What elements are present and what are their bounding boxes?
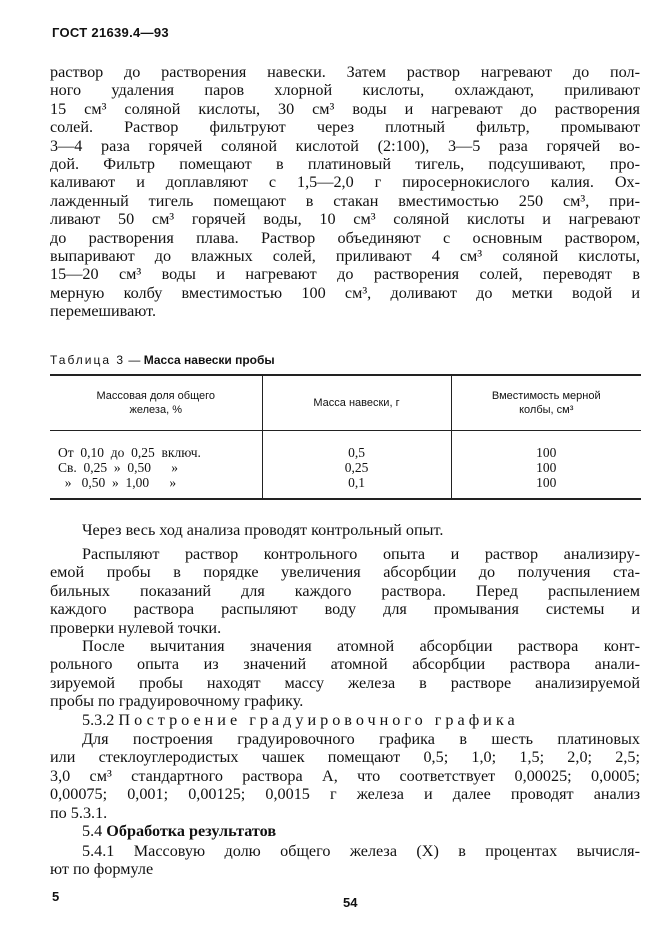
text-line: бильных показаний для каждого раствора. Перед распылением [50,581,640,600]
table-body-row [50,431,641,500]
table-cell-mass [262,431,451,500]
table-cell-volume [451,431,641,500]
table-caption-label: Таблица 3 [50,353,126,367]
table-header-cell: Вместимость мерной колбы, см³ [451,375,641,431]
table-cell-value: » 0,50 » 1,00 » [58,475,177,490]
text-line: перемешивают. [50,302,157,321]
text-line: 15—20 см³ воды и нагревают до растворения солей, переводят в [50,265,640,284]
text-line: лажденный тигель помещают в стакан вместимостью 250 см³, при- [50,191,640,210]
text-line: Через весь ход анализа проводят контрольный опыт. [82,521,444,539]
table-cell-value: 0,1 [348,475,365,490]
text-line: пробы по градуировочному графику. [50,692,304,711]
text-line: проверки нулевой точки. [50,618,222,637]
text-line: Распыляют раствор контрольного опыта и раствор анализиру- [82,545,640,563]
section-title: Построение градуировочного графика [118,711,519,729]
text-line: каждого раствора распыляют воду для промывания системы и [50,600,640,619]
table-caption [50,353,275,367]
table-cell-value: 100 [536,445,557,460]
section-5-4-heading [50,822,640,840]
subtract-paragraph [50,637,640,711]
page-number: 54 [343,895,358,910]
text-line: зируемой пробы находят массу железа в растворе анализируемой [50,673,640,692]
top-paragraph [50,63,640,321]
table-caption-title: Масса навески пробы [143,353,275,367]
table-cell-value: 100 [536,460,557,475]
text-line: 5.4.1 Массовую долю общего железа (X) в процентах вычисля- [82,842,640,860]
text-line: мерную колбу вместимостью 100 см³, доливают до метки водой и [50,283,640,302]
table-cell-value: 0,25 [344,460,369,475]
text-line: раствор до растворения навески. Затем раствор нагревают до пол- [50,63,640,81]
text-line: до растворения плава. Раствор объединяют с основным раствором, [50,228,640,247]
footer-left-number: 5 [52,889,60,904]
standard-header: ГОСТ 21639.4—93 [52,25,169,40]
text-line: 3,0 см³ стандартного раствора А, что соответствует 0,00025; 0,0005; [50,766,640,785]
text-line: емой пробы в порядке увеличения абсорбции до получения ста- [50,563,640,582]
section-number: 5.3.2 [82,711,115,729]
text-line: по 5.3.1. [50,803,108,822]
table-header-cell: Массовая доля общего железа, % [50,375,262,431]
text-line: дой. Фильтр помещают в платиновый тигель, подсушивают, про- [50,155,640,174]
text-line: ного удаления паров хлорной кислоты, охлаждают, приливают [50,81,640,100]
text-line: ливают 50 см³ горячей воды, 10 см³ соляной кислоты и нагревают [50,210,640,229]
table-cell-value: От 0,10 до 0,25 включ. [58,445,201,460]
text-line: Для построения градуировочного графика в шесть платиновых [82,730,640,748]
spray-paragraph [50,545,640,637]
text-line: 0,00075; 0,001; 0,00125; 0,0015 г железа и далее проводят анализ [50,785,640,804]
text-line: солей. Раствор фильтруют через плотный фильтр, промывают [50,118,640,137]
section-5-3-2-heading [50,711,640,729]
text-line: После вычитания значения атомной абсорбции раствора конт- [82,637,640,655]
text-line: рольного опыта из значений атомной абсорбции раствора анали- [50,655,640,674]
table-header-cell: Масса навески, г [262,375,451,431]
table-cell-value: 100 [536,475,557,490]
section-title: Обработка результатов [106,822,277,840]
text-line: выпаривают до влажных солей, приливают 4 см³ соляной кислоты, [50,247,640,266]
section-number: 5.4 [82,822,103,840]
text-line: каливают и доплавляют с 1,5—2,0 г пиросернокислого калия. Ох- [50,173,640,192]
table-cell-value: Св. 0,25 » 0,50 » [58,460,179,475]
table-cell-value: 0,5 [348,445,365,460]
text-line: 15 см³ соляной кислоты, 30 см³ воды и нагревают до растворения [50,99,640,118]
table-caption-dash: — [125,353,144,367]
control-paragraph [50,521,640,539]
table-cell-range [50,431,262,500]
sample-mass-table [50,374,641,500]
text-line: 3—4 раза горячей соляной кислотой (2:100), 3—5 раза горячей во- [50,136,640,155]
text-line: или стеклоуглеродистых чашек помещают 0,5; 1,0; 1,5; 2,0; 2,5; [50,748,640,767]
text-line: ют по формуле [50,860,154,879]
graph-paragraph [50,730,640,822]
section-5-4-1-paragraph [50,842,640,879]
